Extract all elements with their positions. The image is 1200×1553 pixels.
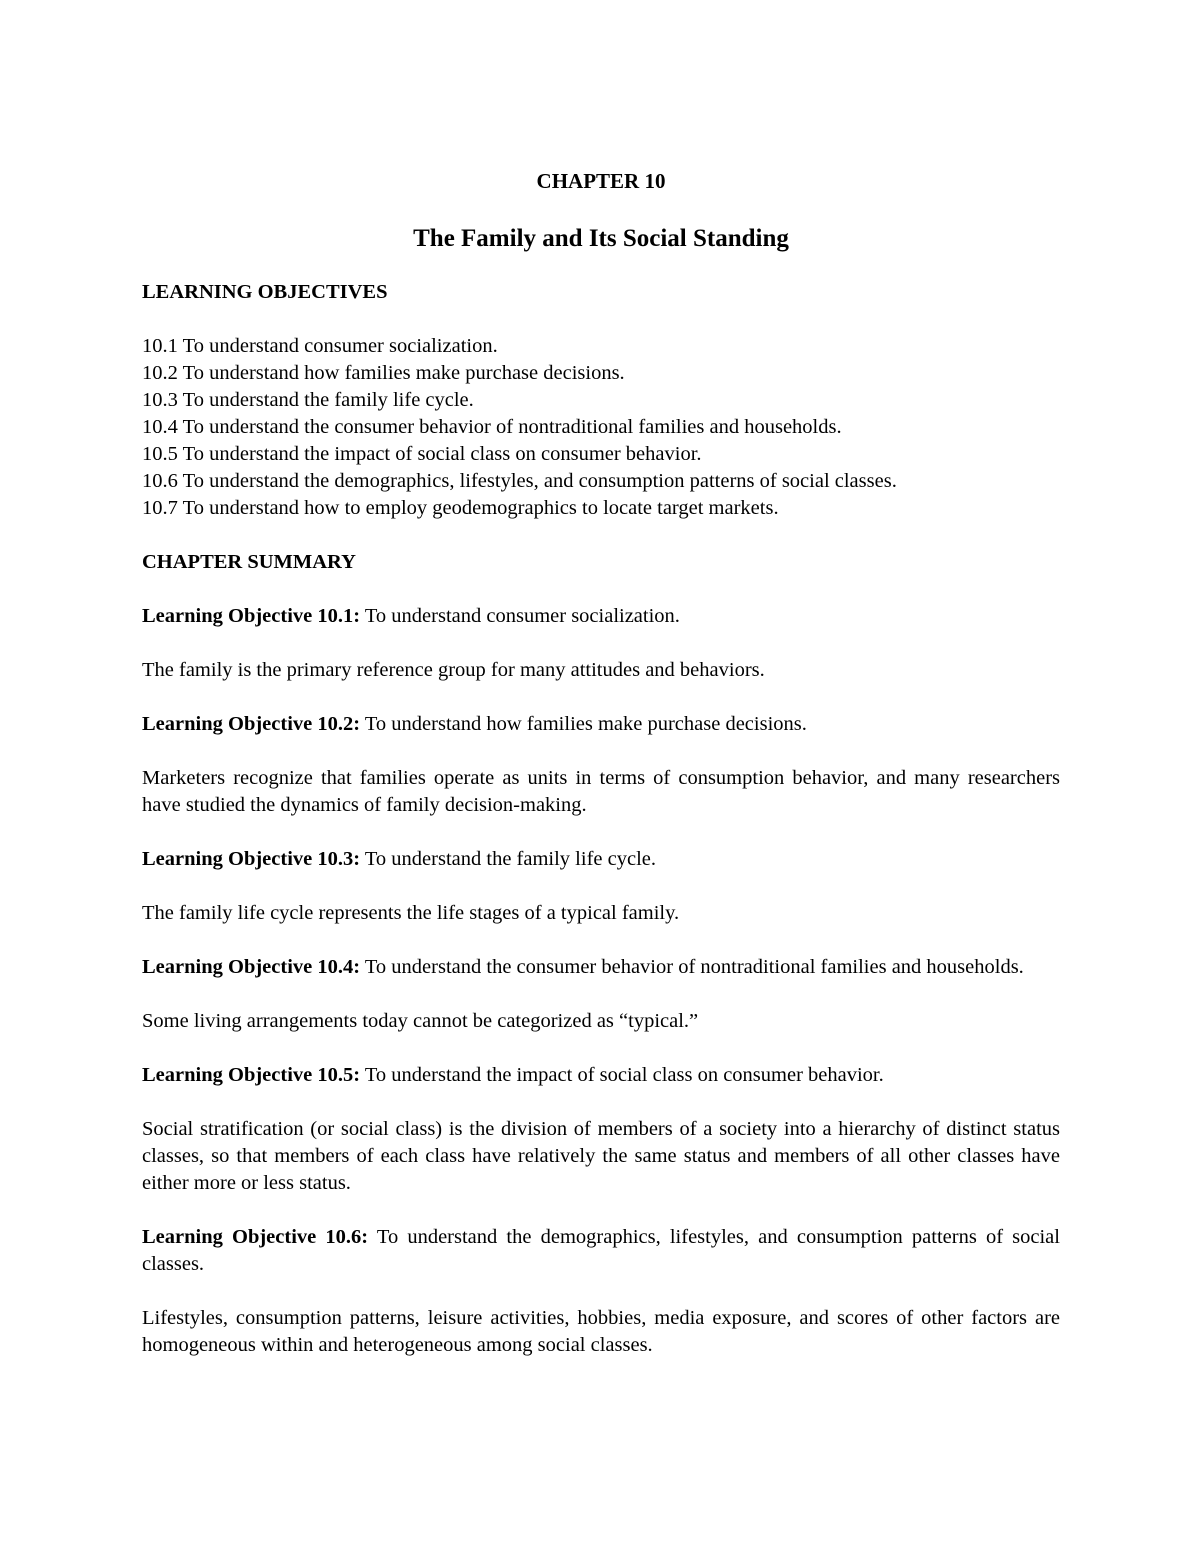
- summary-objective-heading: [142, 1062, 1060, 1089]
- summary-objective-text: To understand the family life cycle.: [360, 848, 656, 870]
- learning-objectives-list: [142, 333, 1060, 522]
- learning-objectives-heading: LEARNING OBJECTIVES: [142, 281, 388, 303]
- summary-objective-heading: [142, 711, 1060, 738]
- summary-paragraph: The family is the primary reference group for many attitudes and behaviors.: [142, 659, 765, 681]
- summary-section: [142, 954, 1060, 1035]
- objective-item: 10.7 To understand how to employ geodemographics to locate target markets.: [142, 497, 779, 519]
- summary-paragraph: Marketers recognize that families operate as units in terms of consumption behavior, and many researchers have studied the dynamics of family decision-making.: [142, 767, 1060, 816]
- summary-objective-heading: [142, 1224, 1060, 1278]
- objective-item: 10.6 To understand the demographics, lifestyles, and consumption patterns of social classes.: [142, 470, 897, 492]
- summary-objective-heading: [142, 954, 1060, 981]
- summary-objective-label: Learning Objective 10.4:: [142, 956, 361, 978]
- summary-paragraph: Some living arrangements today cannot be categorized as “typical.”: [142, 1010, 699, 1032]
- objective-item: 10.1 To understand consumer socialization.: [142, 335, 498, 357]
- objective-item: 10.3 To understand the family life cycle.: [142, 389, 474, 411]
- summary-objective-text: To understand consumer socialization.: [360, 605, 680, 627]
- summary-objective-text: To understand how families make purchase decisions.: [360, 713, 807, 735]
- summary-section: [142, 603, 1060, 684]
- summary-objective-label: Learning Objective 10.3:: [142, 848, 361, 870]
- summary-objective-label: Learning Objective 10.1:: [142, 605, 361, 627]
- chapter-title: The Family and Its Social Standing: [413, 225, 789, 252]
- summary-paragraph: Social stratification (or social class) is the division of members of a society into a hierarchy of distinct status classes, so that members of each class have relatively the same status and members of all other classes have either more or less status.: [142, 1118, 1060, 1194]
- summary-section: [142, 846, 1060, 927]
- summary-objective-text: To understand the consumer behavior of nontraditional families and households.: [360, 956, 1024, 978]
- summary-objective-label: Learning Objective 10.5:: [142, 1064, 361, 1086]
- objective-item: 10.2 To understand how families make purchase decisions.: [142, 362, 625, 384]
- summary-section: [142, 711, 1060, 819]
- page-content: [142, 168, 1060, 1386]
- summary-objective-text: To understand the demographics, lifestyles, and consumption patterns of social classes.: [142, 1226, 1060, 1275]
- summary-paragraph: The family life cycle represents the life stages of a typical family.: [142, 902, 680, 924]
- summary-section: [142, 1224, 1060, 1359]
- summary-objective-heading: [142, 846, 1060, 873]
- summary-objective-label: Learning Objective 10.6:: [142, 1226, 369, 1248]
- summary-objective-heading: [142, 603, 1060, 630]
- chapter-label: CHAPTER 10: [536, 169, 666, 193]
- summary-section: [142, 1062, 1060, 1197]
- chapter-summary-heading: CHAPTER SUMMARY: [142, 551, 356, 573]
- summary-paragraph: Lifestyles, consumption patterns, leisure activities, hobbies, media exposure, and scores of other factors are homogeneous within and heterogeneous among social classes.: [142, 1307, 1060, 1356]
- summary-objective-label: Learning Objective 10.2:: [142, 713, 361, 735]
- summary-objective-text: To understand the impact of social class on consumer behavior.: [360, 1064, 884, 1086]
- objective-item: 10.5 To understand the impact of social class on consumer behavior.: [142, 443, 702, 465]
- objective-item: 10.4 To understand the consumer behavior of nontraditional families and households.: [142, 416, 842, 438]
